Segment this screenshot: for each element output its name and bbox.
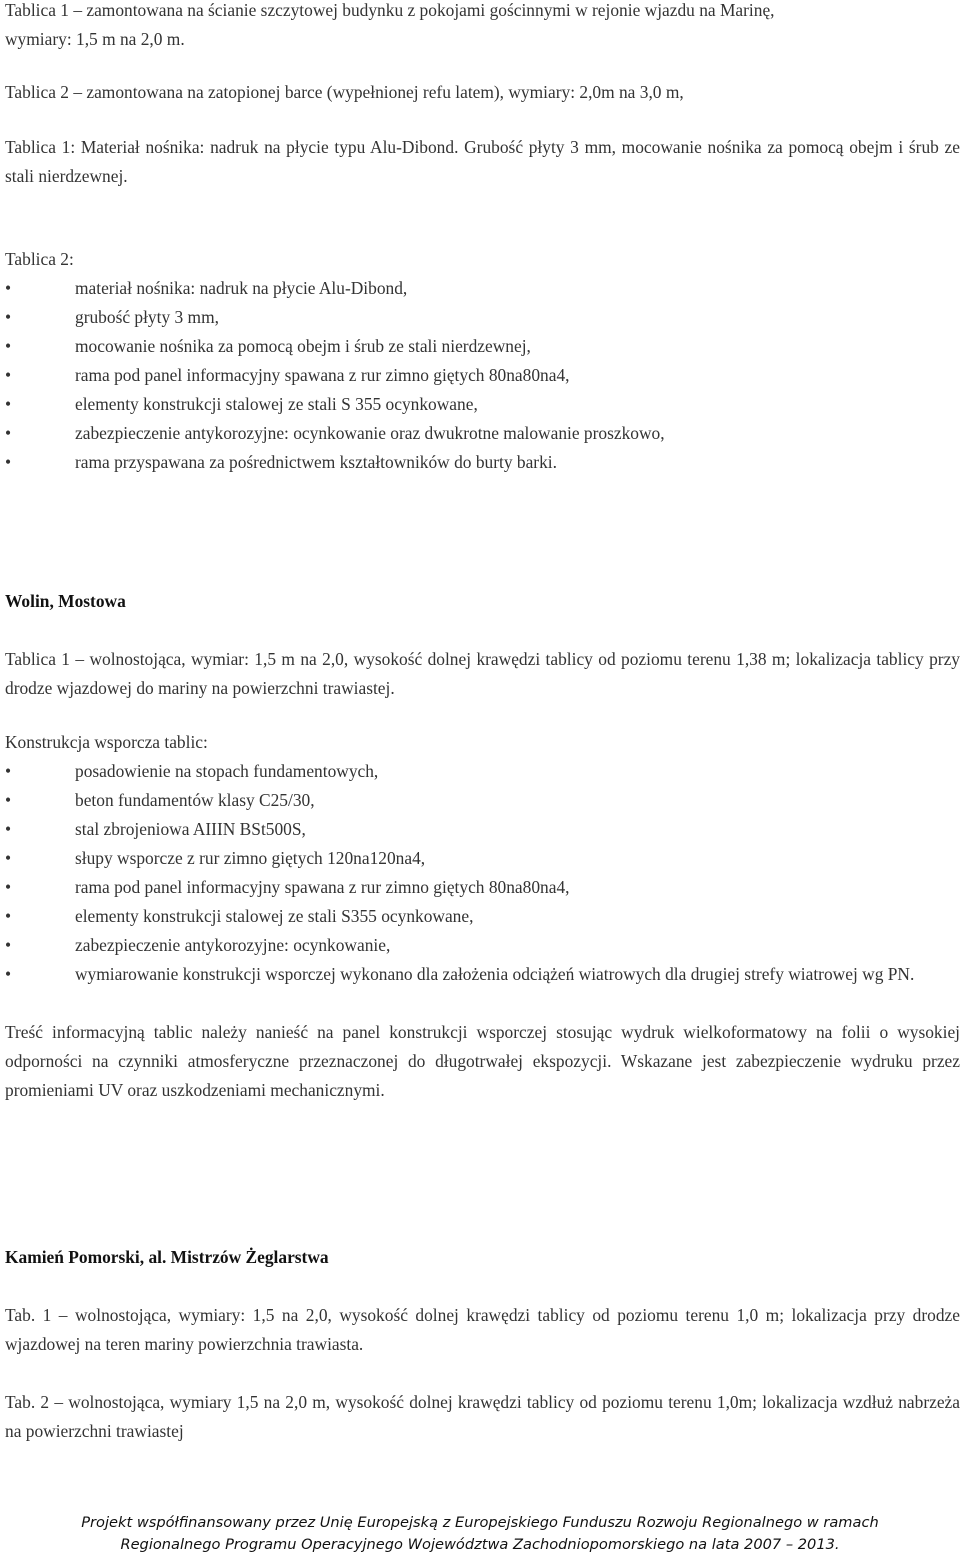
list-item: • zabezpieczenie antykorozyjne: ocynkowanie, [5,931,960,960]
bullet-icon: • [5,935,12,955]
bullet-icon: • [5,394,12,414]
list-item: • grubość płyty 3 mm, [5,303,960,332]
list-item: • posadowienie na stopach fundamentowych, [5,757,960,786]
bullet-icon: • [5,848,12,868]
wolin-construction-title: Konstrukcja wsporcza tablic: [5,732,208,752]
bullet-icon: • [5,365,12,385]
bullet-icon: • [5,278,12,298]
bullet-icon: • [5,336,12,356]
list-item: • wymiarowanie konstrukcji wsporczej wykonano dla założenia odciążeń wiatrowych dla drugiej strefy wiatrowej wg PN. [5,960,960,989]
kamien-tab1: Tab. 1 – wolnostojąca, wymiary: 1,5 na 2,0, wysokość dolnej krawędzi tablicy od poziomu terenu 1,0 m; lokalizacja przy drodze wjazdowej na teren mariny powierzchnia trawiasta. [5,1305,960,1354]
list-item: • materiał nośnika: nadruk na płycie Alu-Dibond, [5,274,960,303]
wolin-tablica1: Tablica 1 – wolnostojąca, wymiar: 1,5 m na 2,0, wysokość dolnej krawędzi tablicy od poziomu terenu 1,38 m; lokalizacja tablicy przy drodze wjazdowej do mariny na powierzchni trawiastej. [5,649,960,698]
bullet-icon: • [5,761,12,781]
list-item: • słupy wsporcze z rur zimno giętych 120na120na4, [5,844,960,873]
footer-line-1: Projekt współfinansowany przez Unię Europejską z Europejskiego Funduszu Rozwoju Regionalnego w ramach [81,1514,879,1531]
bullet-icon: • [5,819,12,839]
list-item: • zabezpieczenie antykorozyjne: ocynkowanie oraz dwukrotne malowanie proszkowo, [5,419,960,448]
list-item: • beton fundamentów klasy C25/30, [5,786,960,815]
bullet-icon: • [5,423,12,443]
section-heading-kamien: Kamień Pomorski, al. Mistrzów Żeglarstwa [5,1247,329,1267]
tablica2-title: Tablica 2: [5,249,74,269]
intro-tablica1-line2: wymiary: 1,5 m na 2,0 m. [5,29,185,49]
list-item: • elementy konstrukcji stalowej ze stali S 355 ocynkowane, [5,390,960,419]
section-heading-wolin: Wolin, Mostowa [5,591,126,611]
list-item: • elementy konstrukcji stalowej ze stali S355 ocynkowane, [5,902,960,931]
intro-tablica1-material: Tablica 1: Materiał nośnika: nadruk na płycie typu Alu-Dibond. Grubość płyty 3 mm, mocowanie nośnika za pomocą obejm i śrub ze stali nierdzewnej. [5,137,960,186]
bullet-icon: • [5,906,12,926]
bullet-icon: • [5,790,12,810]
list-item: • rama pod panel informacyjny spawana z rur zimno giętych 80na80na4, [5,361,960,390]
page-footer [0,1512,960,1556]
bullet-icon: • [5,452,12,472]
document-page [5,0,960,1446]
wolin-construction-list [5,757,960,989]
footer-line-2: Regionalnego Programu Operacyjnego Województwa Zachodniopomorskiego na lata 2007 – 2013. [120,1536,840,1553]
list-item: • mocowanie nośnika za pomocą obejm i śrub ze stali nierdzewnej, [5,332,960,361]
list-item: • stal zbrojeniowa AIIIN BSt500S, [5,815,960,844]
bullet-icon: • [5,307,12,327]
bullet-icon: • [5,877,12,897]
bullet-icon: • [5,964,12,984]
tablica2-list [5,274,960,477]
kamien-tab2: Tab. 2 – wolnostojąca, wymiary 1,5 na 2,0 m, wysokość dolnej krawędzi tablicy od poziomu terenu 1,0m; lokalizacja wzdłuż nabrzeża na powierzchni trawiastej [5,1392,960,1441]
list-item: • rama pod panel informacyjny spawana z rur zimno giętych 80na80na4, [5,873,960,902]
list-item: • rama przyspawana za pośrednictwem kształtowników do burty barki. [5,448,960,477]
wolin-print-instructions: Treść informacyjną tablic należy nanieść na panel konstrukcji wsporczej stosując wydruk wielkoformatowy na folii o wysokiej odporności na czynniki atmosferyczne przeznaczonej do długotrwałej ekspozycji. Wskazane jest zabezpieczenie wydruku przez promieniami UV oraz uszkodzeniami mechanicznymi. [5,1022,960,1100]
intro-tablica1-line1: Tablica 1 – zamontowana na ścianie szczytowej budynku z pokojami gościnnymi w rejonie wjazdu na Marinę, [5,0,775,20]
intro-tablica2: Tablica 2 – zamontowana na zatopionej barce (wypełnionej refu latem), wymiary: 2,0m na 3,0 m, [5,82,684,102]
